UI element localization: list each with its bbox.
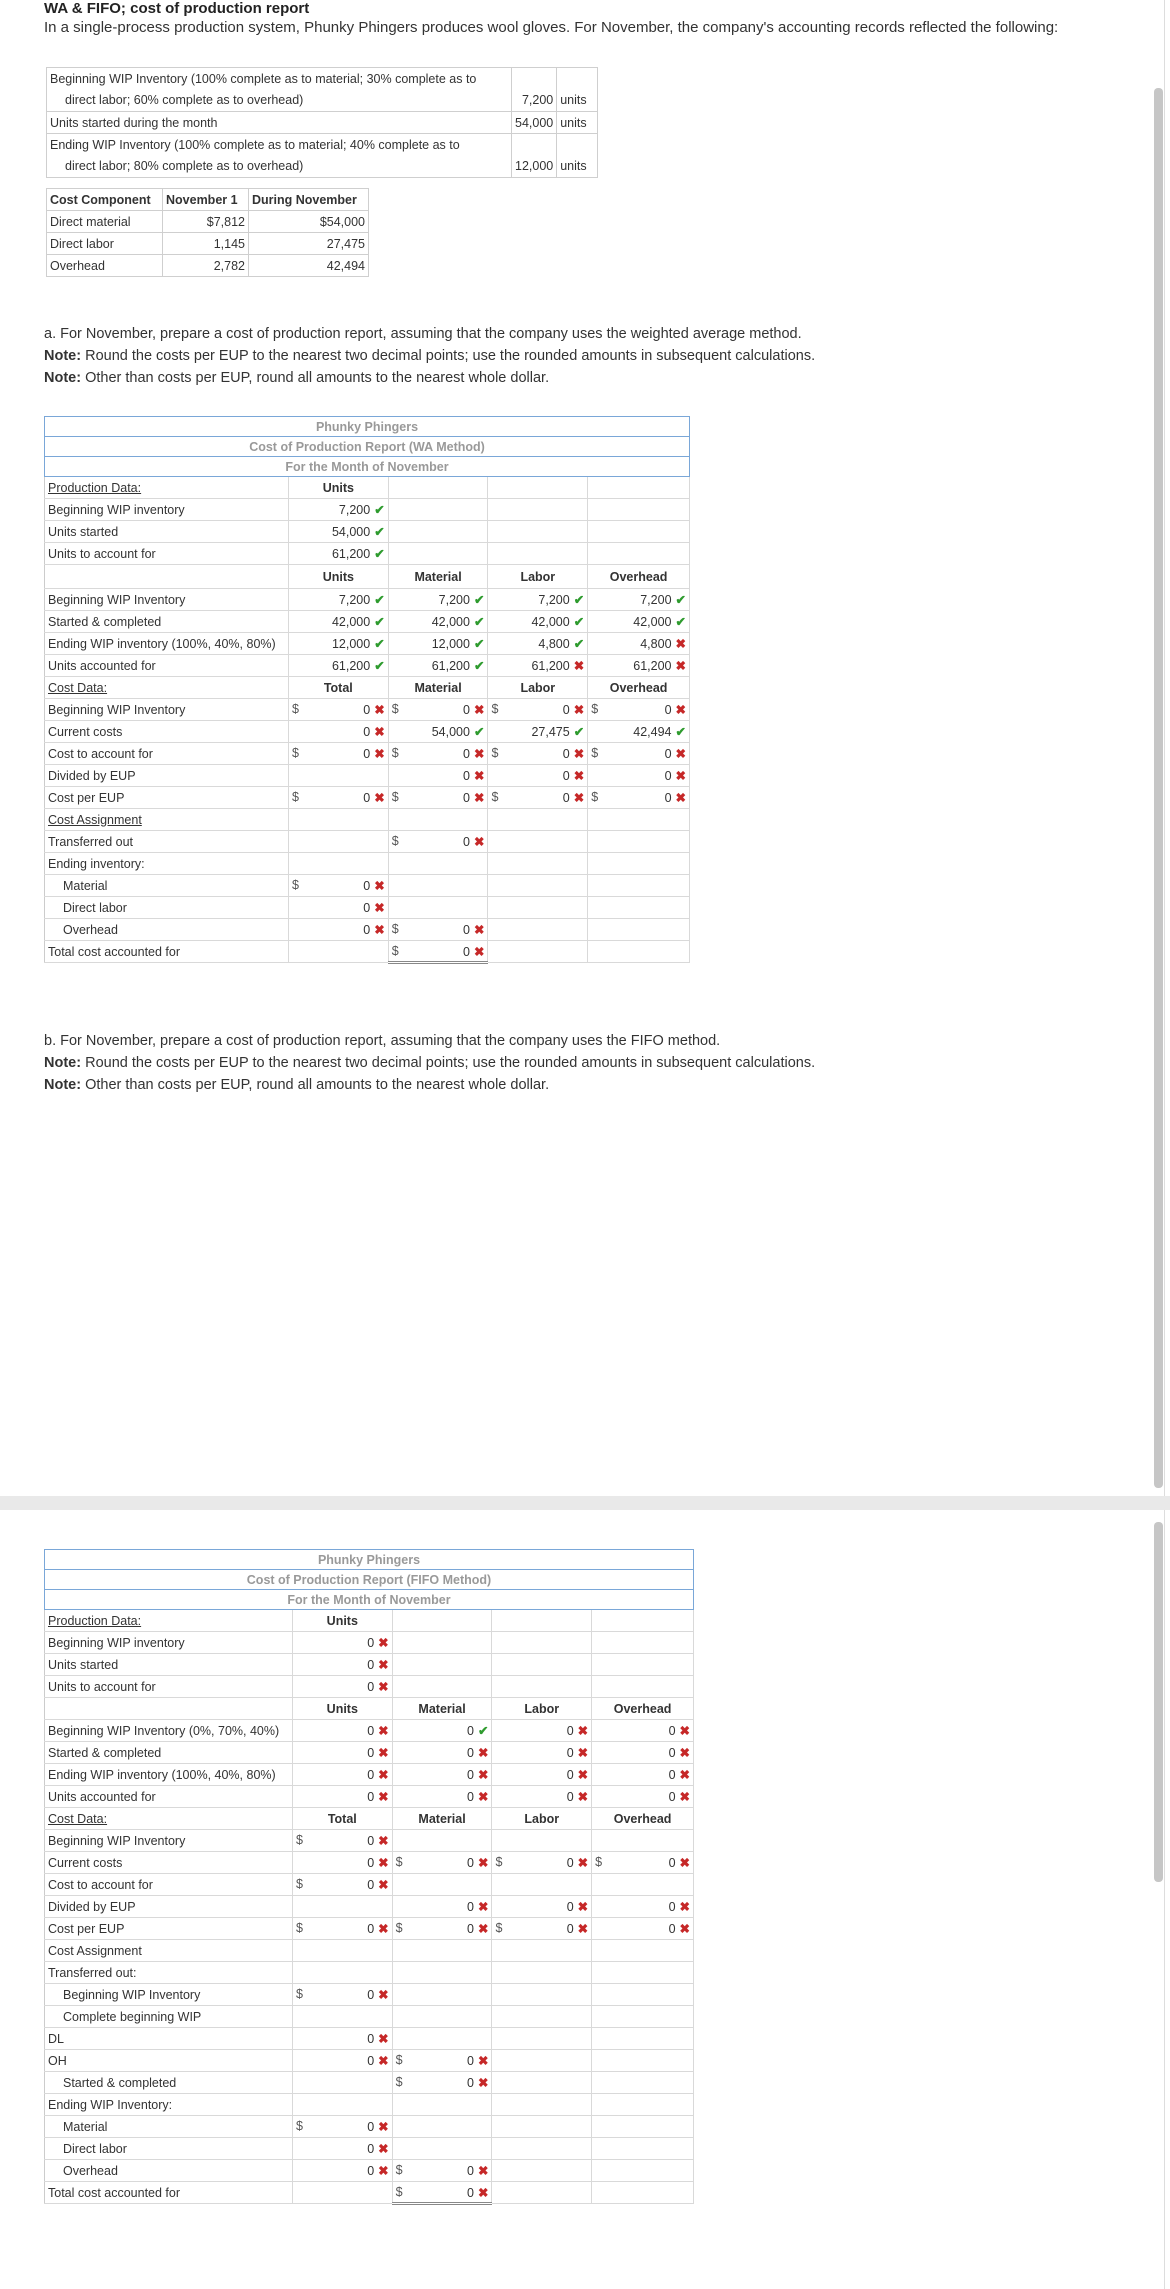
divider [0,1496,1170,1510]
answer-cell[interactable]: 61,200 ✔ [288,543,388,565]
answer-cell[interactable]: 54,000 ✔ [288,521,388,543]
part-a-instructions: a. For November, prepare a cost of production report, assuming that the company uses the weighted average method. Note: Round the costs per EUP to the nearest two decimal points; use the rounded amounts in subsequent calculations. Note: Other than costs per EUP, round all amounts to the nearest whole dollar. [44,326,816,386]
cost-component-table: Cost Component November 1 During November Direct material $7,812 $54,000 Direct labor 1,145 27,475 Overhead 2,782 42,494 [46,188,369,277]
report-period: For the Month of November [45,457,690,477]
report-period: For the Month of November [45,1590,694,1610]
report-title: Cost of Production Report (FIFO Method) [45,1570,694,1590]
page-title: WA & FIFO; cost of production report [44,0,310,17]
fifo-cost-of-production-report: Phunky Phingers Cost of Production Report (FIFO Method) For the Month of November Production Data: Units Beginning WIP inventory 0 ✖ Units started 0 ✖ Units to account for 0 ✖ Units Material Labor Overhead Beginning WIP Inventory (0%, 70%, 40%) 0 ✖ 0 ✔ 0 ✖ 0 ✖ Started & completed 0 ✖ 0 ✖ 0 ✖ 0 ✖ Ending WIP inventory (100%, 40%, 80%) 0 ✖ 0 ✖ 0 ✖ 0 ✖ Units accounted for 0 ✖ 0 ✖ 0 ✖ 0 ✖ Cost Data: Total Material Labor Overhead Beginning WIP Inventory $ 0 ✖ Current costs 0 ✖ $ 0 ✖ $ 0 ✖ $ 0 ✖ Cost to account for $ 0 ✖ Divided by EUP 0 ✖ 0 ✖ 0 ✖ Cost per EUP $ 0 ✖ $ 0 ✖ $ 0 ✖ 0 ✖ Cost Assignment Transferred out: Beginning WIP Inventory $ 0 ✖ Complete beginning WIP DL 0 ✖ OH 0 ✖ $ 0 ✖ Started & completed $ 0 ✖ Ending WIP Inventory: Material $ 0 ✖ Direct labor 0 ✖ Overhead 0 ✖ $ 0 ✖ Total cost accounted for $ 0 ✖ [44,1549,694,2205]
wa-cost-of-production-report: Phunky Phingers Cost of Production Report (WA Method) For the Month of November Production Data: Units Beginning WIP inventory 7,200 ✔ Units started 54,000 ✔ Units to account for 61,200 ✔ Units Material Labor Overhead Beginning WIP Inventory 7,200 ✔ 7,200 ✔ 7,200 ✔ 7,200 ✔ Started & completed 42,000 ✔ 42,000 ✔ 42,000 ✔ 42,000 ✔ Ending WIP inventory (100%, 40%, 80%) 12,000 ✔ 12,000 ✔ 4,800 ✔ 4,800 ✖ Units accounted for 61,200 ✔ 61,200 ✔ 61,200 ✖ 61,200 ✖ Cost Data: Total Material Labor Overhead Beginning WIP Inventory $ 0 ✖ $ 0 ✖ $ 0 ✖ $ 0 ✖ Current costs 0 ✖ 54,000 ✔ 27,475 ✔ 42,494 ✔ Cost to account for $ 0 ✖ $ 0 ✖ $ 0 ✖ $ 0 ✖ Divided by EUP 0 ✖ 0 ✖ 0 ✖ Cost per EUP $ 0 ✖ $ 0 ✖ $ 0 ✖ $ 0 ✖ Cost Assignment Transferred out $ 0 ✖ Ending inventory: Material $ 0 ✖ Direct labor 0 ✖ Overhead 0 ✖ $ 0 ✖ Total cost accounted for $ 0 ✖ [44,416,690,964]
answer-cell[interactable]: 7,200 ✔ [288,499,388,521]
company-name: Phunky Phingers [45,417,690,437]
intro-text: In a single-process production system, Phunky Phingers produces wool gloves. For November, the company's accounting records reflected the following: [44,19,1059,36]
part-b-instructions: b. For November, prepare a cost of production report, assuming that the company uses the FIFO method. Note: Round the costs per EUP to the nearest two decimal points; use the rounded amounts in subsequent calculations. Note: Other than costs per EUP, round all amounts to the nearest whole dollar. [44,1033,816,1093]
company-name: Phunky Phingers [45,1550,694,1570]
given-data-table: Beginning WIP Inventory (100% complete as to material; 30% complete as to direct labor; 60% complete as to overhead) 7,200 units Units started during the month 54,000 units Ending WIP Inventory (100% complete as to material; 40% complete as to direct labor; 80% complete as to overhead) 12,000 units [46,67,598,178]
scrollbar[interactable] [1154,88,1163,1488]
scrollbar-2[interactable] [1154,1522,1163,1882]
report-title: Cost of Production Report (WA Method) [45,437,690,457]
